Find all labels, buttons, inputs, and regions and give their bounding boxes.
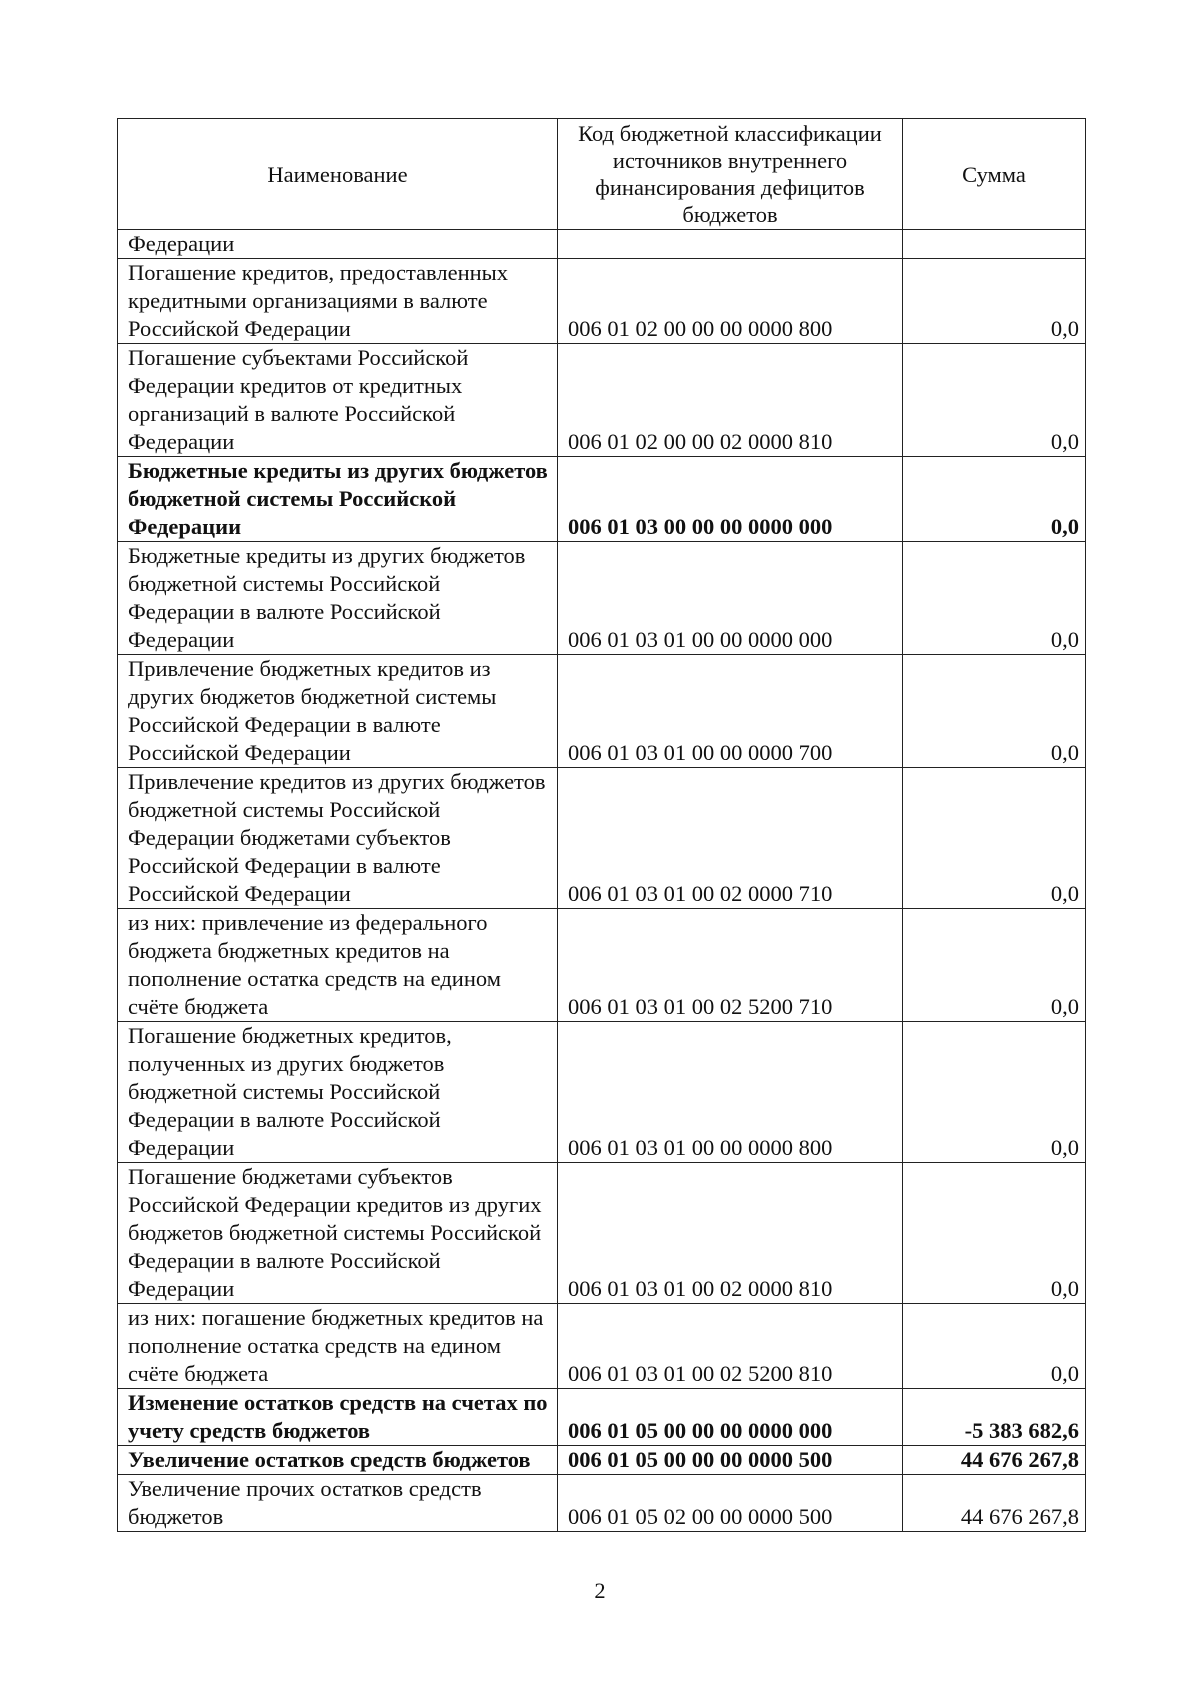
table-row-bold [118, 1446, 1086, 1475]
row-name: Погашение бюджетных кредитов, полученных из других бюджетов бюджетной системы Российской Федерации в валюте Российской Федерации [118, 1022, 558, 1163]
row-name: Погашение бюджетами субъектов Российской Федерации кредитов из других бюджетов бюджетной системы Российской Федерации в валюте Российской Федерации [118, 1163, 558, 1304]
row-name: из них: привлечение из федерального бюджета бюджетных кредитов на пополнение остатка средств на едином счёте бюджета [118, 909, 558, 1022]
row-code [558, 230, 903, 259]
row-name: Увеличение прочих остатков средств бюджетов [118, 1475, 558, 1532]
row-code: 006 01 03 01 00 02 0000 710 [558, 768, 903, 909]
table-row-bold [118, 457, 1086, 542]
row-name: из них: погашение бюджетных кредитов на пополнение остатка средств на едином счёте бюджета [118, 1304, 558, 1389]
row-sum [903, 230, 1086, 259]
table-row [118, 542, 1086, 655]
table-row [118, 1163, 1086, 1304]
row-code: 006 01 05 02 00 00 0000 500 [558, 1475, 903, 1532]
row-sum: 0,0 [903, 259, 1086, 344]
table-row-bold [118, 1389, 1086, 1446]
row-name: Бюджетные кредиты из других бюджетов бюджетной системы Российской Федерации в валюте Российской Федерации [118, 542, 558, 655]
row-code: 006 01 03 01 00 00 0000 000 [558, 542, 903, 655]
page-number: 2 [594, 1578, 606, 1603]
row-sum: 0,0 [903, 1163, 1086, 1304]
row-sum: 0,0 [903, 655, 1086, 768]
table-row [118, 655, 1086, 768]
row-code: 006 01 05 00 00 00 0000 000 [558, 1389, 903, 1446]
row-name: Привлечение кредитов из других бюджетов бюджетной системы Российской Федерации бюджетами субъектов Российской Федерации в валюте Российской Федерации [118, 768, 558, 909]
row-code: 006 01 03 01 00 02 5200 710 [558, 909, 903, 1022]
table-row [118, 230, 1086, 259]
row-name: Погашение субъектами Российской Федерации кредитов от кредитных организаций в валюте Российской Федерации [118, 344, 558, 457]
row-name: Погашение кредитов, предоставленных кредитными организациями в валюте Российской Федерации [118, 259, 558, 344]
row-code: 006 01 03 01 00 00 0000 800 [558, 1022, 903, 1163]
row-name: Привлечение бюджетных кредитов из других бюджетов бюджетной системы Российской Федерации в валюте Российской Федерации [118, 655, 558, 768]
row-sum: 0,0 [903, 344, 1086, 457]
table-row [118, 1304, 1086, 1389]
row-sum: 0,0 [903, 1022, 1086, 1163]
row-sum: -5 383 682,6 [903, 1389, 1086, 1446]
table-row [118, 768, 1086, 909]
row-name: Изменение остатков средств на счетах по учету средств бюджетов [118, 1389, 558, 1446]
table-row [118, 909, 1086, 1022]
row-sum: 0,0 [903, 768, 1086, 909]
row-code: 006 01 03 01 00 02 5200 810 [558, 1304, 903, 1389]
row-sum: 44 676 267,8 [903, 1475, 1086, 1532]
row-sum: 0,0 [903, 542, 1086, 655]
budget-sources-table [117, 118, 1086, 1532]
row-sum: 44 676 267,8 [903, 1446, 1086, 1475]
header-code: Код бюджетной классификации источников внутреннего финансирования дефицитов бюджетов [558, 119, 903, 230]
row-sum: 0,0 [903, 1304, 1086, 1389]
row-code: 006 01 03 00 00 00 0000 000 [558, 457, 903, 542]
table-row [118, 1475, 1086, 1532]
table-row [118, 259, 1086, 344]
row-name: Бюджетные кредиты из других бюджетов бюджетной системы Российской Федерации [118, 457, 558, 542]
row-code: 006 01 02 00 00 02 0000 810 [558, 344, 903, 457]
header-sum: Сумма [903, 119, 1086, 230]
row-sum: 0,0 [903, 909, 1086, 1022]
row-code: 006 01 02 00 00 00 0000 800 [558, 259, 903, 344]
table-row [118, 344, 1086, 457]
row-code: 006 01 03 01 00 00 0000 700 [558, 655, 903, 768]
table-row [118, 1022, 1086, 1163]
row-name: Федерации [118, 230, 558, 259]
row-sum: 0,0 [903, 457, 1086, 542]
row-name: Увеличение остатков средств бюджетов [118, 1446, 558, 1475]
table-header-row [118, 119, 1086, 230]
header-name: Наименование [118, 119, 558, 230]
row-code: 006 01 05 00 00 00 0000 500 [558, 1446, 903, 1475]
row-code: 006 01 03 01 00 02 0000 810 [558, 1163, 903, 1304]
